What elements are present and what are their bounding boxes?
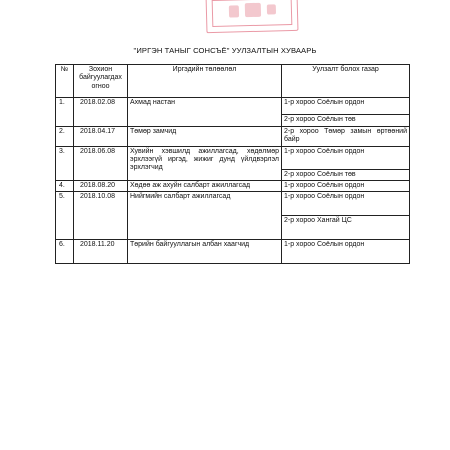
row-location: 2-р хороо Хангай ЦС	[282, 216, 410, 240]
header-date: Зохион байгуулагдах огноо	[74, 65, 128, 98]
header-group: Иргэдийн төлөөлөл	[128, 65, 282, 98]
row-date: 2018.10.08	[74, 192, 128, 240]
document-title: "ИРГЭН ТАНЫГ СОНСЪЁ" УУЛЗАЛТЫН ХУВААРЬ	[133, 46, 317, 55]
row-number: 6.	[56, 240, 74, 264]
table-row	[56, 98, 410, 115]
row-date: 2018.02.08	[74, 98, 128, 127]
row-date: 2018.04.17	[74, 127, 128, 147]
row-location: 2-р хороо Соёлын төв	[282, 169, 410, 180]
row-number: 1.	[56, 98, 74, 127]
row-group: Ахмад настан	[128, 98, 282, 127]
row-location: 1-р хороо Соёлын ордон	[282, 98, 410, 115]
row-number: 3.	[56, 146, 74, 180]
table-header-row	[56, 65, 410, 98]
table-row	[56, 192, 410, 216]
row-location: 1-р хороо Соёлын ордон	[282, 240, 410, 264]
table-row	[56, 146, 410, 169]
table-row	[56, 240, 410, 264]
row-location: 1-р хороо Соёлын ордон	[282, 180, 410, 191]
row-location: 2-р хороо Соёлын төв	[282, 115, 410, 127]
row-group: Хувийн хэвшилд ажиллагсад, хөдөлмөр эрхлээгүй иргэд, жижиг дунд үйлдвэрлэл эрхлэгчид	[128, 146, 282, 180]
row-number: 2.	[56, 127, 74, 147]
row-date: 2018.08.20	[74, 180, 128, 191]
row-date: 2018.11.20	[74, 240, 128, 264]
row-group: Нийгмийн салбарт ажиллагсад	[128, 192, 282, 240]
row-location: 1-р хороо Соёлын ордон	[282, 146, 410, 169]
table-row	[56, 180, 410, 191]
row-group: Хөдөө аж ахуйн салбарт ажиллагсад	[128, 180, 282, 191]
row-number: 5.	[56, 192, 74, 240]
schedule-table	[55, 64, 410, 264]
row-group: Төмөр замчид	[128, 127, 282, 147]
row-location: 2-р хороо Төмөр замын өртөөний байр	[282, 127, 410, 147]
table-row	[56, 127, 410, 147]
row-location: 1-р хороо Соёлын ордон	[282, 192, 410, 216]
row-date: 2018.06.08	[74, 146, 128, 180]
header-number: №	[56, 65, 74, 98]
row-group: Төрийн байгууллагын албан хаагчид	[128, 240, 282, 264]
header-location: Уулзалт болох газар	[282, 65, 410, 98]
row-number: 4.	[56, 180, 74, 191]
official-stamp	[206, 0, 299, 33]
